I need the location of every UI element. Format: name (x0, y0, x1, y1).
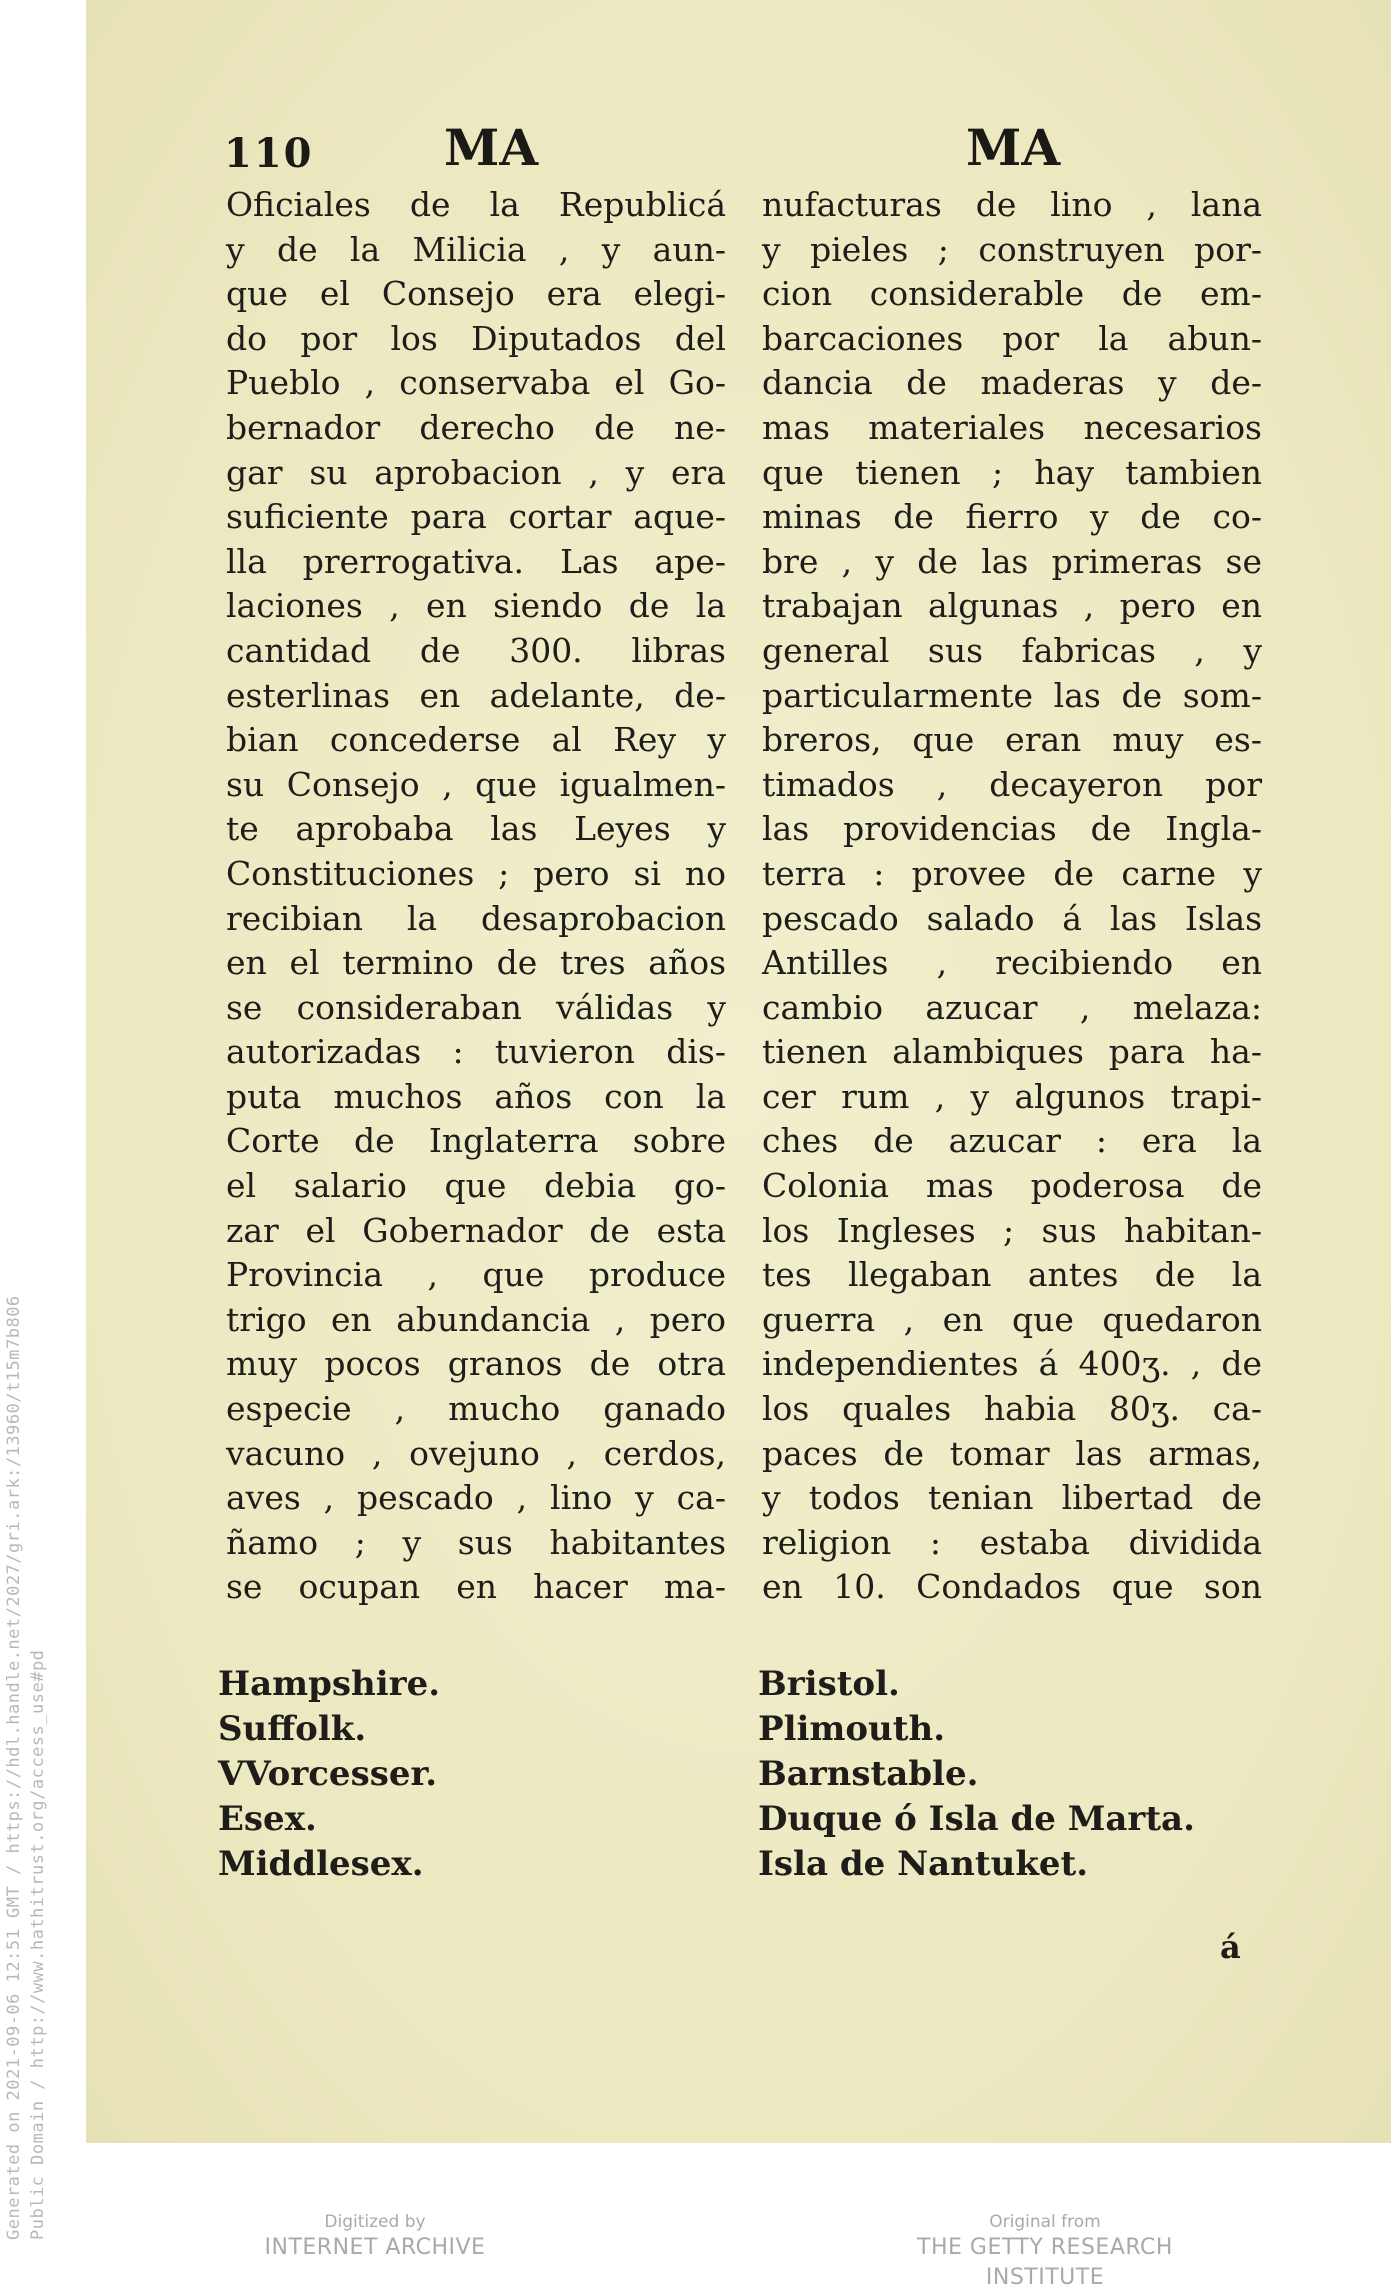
text-line: barcaciones por la abun- (762, 318, 1262, 358)
text-line: que el Consejo era elegi- (226, 274, 726, 314)
text-line: Oficiales de la Republicá (226, 185, 726, 224)
internet-archive-label: INTERNET ARCHIVE (264, 2235, 486, 2260)
text-line: tes llegaban antes de la (762, 1255, 1262, 1295)
text-line: el salario que debia go- (226, 1166, 726, 1206)
text-line: bre , y de las primeras se (762, 541, 1262, 581)
getty-institute-label: THE GETTY RESEARCH INSTITUTE (917, 2235, 1173, 2290)
text-line: cer rum , y algunos trapi- (762, 1076, 1262, 1116)
text-line: y pieles ; construyen por- (762, 229, 1262, 269)
original-from-label: Original from (989, 2212, 1101, 2232)
county-name: VVorcesser. (218, 1754, 438, 1794)
county-list-left (218, 1662, 440, 1887)
text-line: independientes á 400ʒ. , de (762, 1344, 1262, 1384)
text-line: laciones , en siendo de la (226, 586, 726, 626)
text-line: ñamo ; y sus habitantes (226, 1522, 726, 1562)
text-line: especie , mucho ganado (226, 1389, 726, 1429)
text-line: Antilles , recibiendo en (762, 943, 1262, 983)
text-line: minas de fierro y de co- (762, 497, 1262, 537)
county-name: Plimouth. (758, 1709, 946, 1749)
text-line: timados , decayeron por (762, 764, 1262, 804)
text-line: particularmente las de som- (762, 675, 1262, 715)
text-line: lla prerrogativa. Las ape- (226, 541, 726, 581)
text-line: su Consejo , que igualmen- (226, 764, 726, 804)
text-line: suficiente para cortar aque- (226, 497, 726, 537)
text-line: se ocupan en hacer ma- (226, 1567, 726, 1607)
text-line: los Ingleses ; sus habitan- (762, 1210, 1262, 1250)
text-line: esterlinas en adelante, de- (226, 675, 726, 715)
county-list-right (758, 1662, 1195, 1887)
text-line: pescado salado á las Islas (762, 898, 1262, 938)
text-line: nufacturas de lino , lana (762, 185, 1262, 224)
text-line: religion : estaba dividida (762, 1522, 1262, 1562)
page-header (86, 118, 1391, 188)
text-line: gar su aprobacion , y era (226, 452, 726, 492)
text-line: autorizadas : tuvieron dis- (226, 1032, 726, 1072)
text-line: dancia de maderas y de- (762, 363, 1262, 403)
text-line: y todos tenian libertad de (762, 1478, 1262, 1518)
county-name: Isla de Nantuket. (758, 1844, 1089, 1884)
county-name: Duque ó Isla de Marta. (758, 1799, 1195, 1839)
digitized-by-label: Digitized by (324, 2212, 426, 2232)
text-line: paces de tomar las armas, (762, 1433, 1262, 1473)
running-head-left: MA (444, 118, 539, 177)
digitized-by-credit (230, 2211, 520, 2271)
text-line: do por los Diputados del (226, 318, 726, 358)
text-line: general sus fabricas , y (762, 630, 1262, 670)
running-head-right: MA (966, 118, 1061, 177)
text-line: Corte de Inglaterra sobre (226, 1121, 726, 1161)
scanned-page (86, 0, 1391, 2143)
text-line: tienen alambiques para ha- (762, 1032, 1262, 1072)
text-line: vacuno , ovejuno , cerdos, (226, 1433, 726, 1473)
text-line: y de la Milicia , y aun- (226, 229, 726, 269)
text-line: te aprobaba las Leyes y (226, 809, 726, 849)
county-name: Bristol. (758, 1664, 900, 1704)
text-line: los quales habia 80ʒ. ca- (762, 1389, 1262, 1429)
hathitrust-watermark (0, 0, 80, 2271)
text-line: muy pocos granos de otra (226, 1344, 726, 1384)
original-from-credit (855, 2211, 1235, 2290)
text-line: las providencias de Ingla- (762, 809, 1262, 849)
text-line: breros, que eran muy es- (762, 720, 1262, 760)
county-name: Esex. (218, 1799, 317, 1839)
county-name: Hampshire. (218, 1664, 441, 1704)
text-line: Pueblo , conservaba el Go- (226, 363, 726, 403)
left-text-column (226, 183, 726, 1610)
county-name: Barnstable. (758, 1754, 979, 1794)
text-line: zar el Gobernador de esta (226, 1210, 726, 1250)
text-line: cambio azucar , melaza: (762, 987, 1262, 1027)
text-line: que tienen ; hay tambien (762, 452, 1262, 492)
text-line: Colonia mas poderosa de (762, 1166, 1262, 1206)
text-line: cantidad de 300. libras (226, 630, 726, 670)
text-line: se consideraban válidas y (226, 987, 726, 1027)
text-line: Constituciones ; pero si no (226, 853, 726, 893)
right-text-column (762, 183, 1262, 1610)
county-name: Middlesex. (218, 1844, 424, 1884)
text-line: aves , pescado , lino y ca- (226, 1478, 726, 1518)
text-line: guerra , en que quedaron (762, 1299, 1262, 1339)
text-line: terra : provee de carne y (762, 853, 1262, 893)
text-line: recibian la desaprobacion (226, 898, 726, 938)
text-line: cion considerable de em- (762, 274, 1262, 314)
text-line: mas materiales necesarios (762, 407, 1262, 447)
catchword: á (1220, 1928, 1241, 1966)
watermark-generated-line: Generated on 2021-09-06 12:51 GMT / https://hdl.handle.net/2027/gri.ark:/13960/t15m7b806 (4, 1295, 24, 2240)
text-line: en 10. Condados que son (762, 1567, 1262, 1607)
text-line: bernador derecho de ne- (226, 407, 726, 447)
text-line: ches de azucar : era la (762, 1121, 1262, 1161)
county-name: Suffolk. (218, 1709, 367, 1749)
text-line: en el termino de tres años (226, 943, 726, 983)
page-number: 110 (224, 130, 314, 177)
text-line: trabajan algunas , pero en (762, 586, 1262, 626)
text-line: trigo en abundancia , pero (226, 1299, 726, 1339)
text-line: bian concederse al Rey y (226, 720, 726, 760)
text-line: Provincia , que produce (226, 1255, 726, 1295)
text-line: puta muchos años con la (226, 1076, 726, 1116)
watermark-public-domain-line: Public Domain / http://www.hathitrust.org/access_use#pd (28, 1649, 48, 2240)
